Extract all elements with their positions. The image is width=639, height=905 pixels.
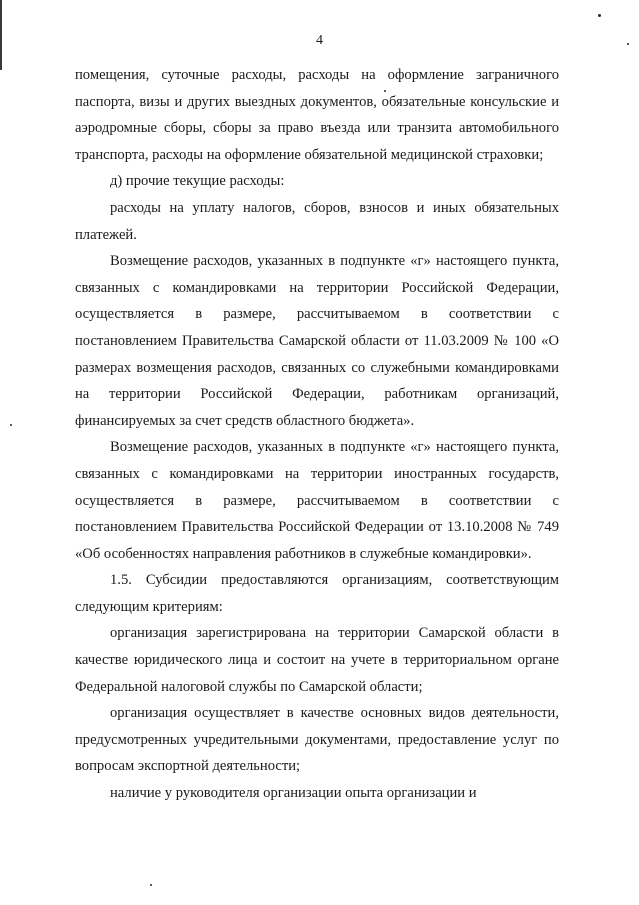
scan-speck xyxy=(598,14,601,17)
paragraph-taxes: расходы на уплату налогов, сборов, взносов и иных обязательных платежей. xyxy=(75,199,559,243)
paragraph-clause-1-5: 1.5. Субсидии предоставляются организациям, соответствующим следующим критериям: xyxy=(75,572,559,615)
scan-speck xyxy=(150,884,152,886)
scan-speck xyxy=(384,90,386,92)
scan-speck xyxy=(10,424,12,426)
scan-speck xyxy=(627,43,629,45)
paragraph-item-d: д) прочие текущие расходы: xyxy=(110,173,285,190)
paragraph-foreign-travel: Возмещение расходов, указанных в подпункте «г» настоящего пункта, связанных с командировками на территории иностранных государств, осуществляется в размере, рассчитываемом в соответствии с постановлением Правительства Российской Федерации от 13.10.2008 № 749 «Об особенностях направления работников в служебные командировки». xyxy=(75,439,559,562)
paragraph-criterion-registered: организация зарегистрирована на территории Самарской области в качестве юридического лица и состоит на учете в территориальном органе Федеральной налоговой службы по Самарской области; xyxy=(75,625,559,695)
paragraph-continuation: помещения, суточные расходы, расходы на оформление заграничного паспорта, визы и других выездных документов, обязательные консульские и аэродромные сборы, сборы за право въезда или транзита автомобильного транспорта, расходы на оформление обязательной медицинской страховки; xyxy=(75,67,559,163)
paragraph-domestic-travel: Возмещение расходов, указанных в подпункте «г» настоящего пункта, связанных с командировками на территории Российской Федерации, осуществляется в размере, рассчитываемом в соответствии с постановлением Правительства Самарской области от 11.03.2009 № 100 «О размерах возмещения расходов, связанных со служебными командировками на территории Российской Федерации, работникам организаций, финансируемых за счет средств областного бюджета». xyxy=(75,253,559,429)
document-body xyxy=(75,62,559,807)
paragraph-criterion-activity: организация осуществляет в качестве основных видов деятельности, предусмотренных учредительными документами, предоставление услуг по вопросам экспортной деятельности; xyxy=(75,705,559,775)
paragraph-criterion-experience: наличие у руководителя организации опыта организации и xyxy=(110,785,477,802)
page-number: 4 xyxy=(316,33,323,48)
